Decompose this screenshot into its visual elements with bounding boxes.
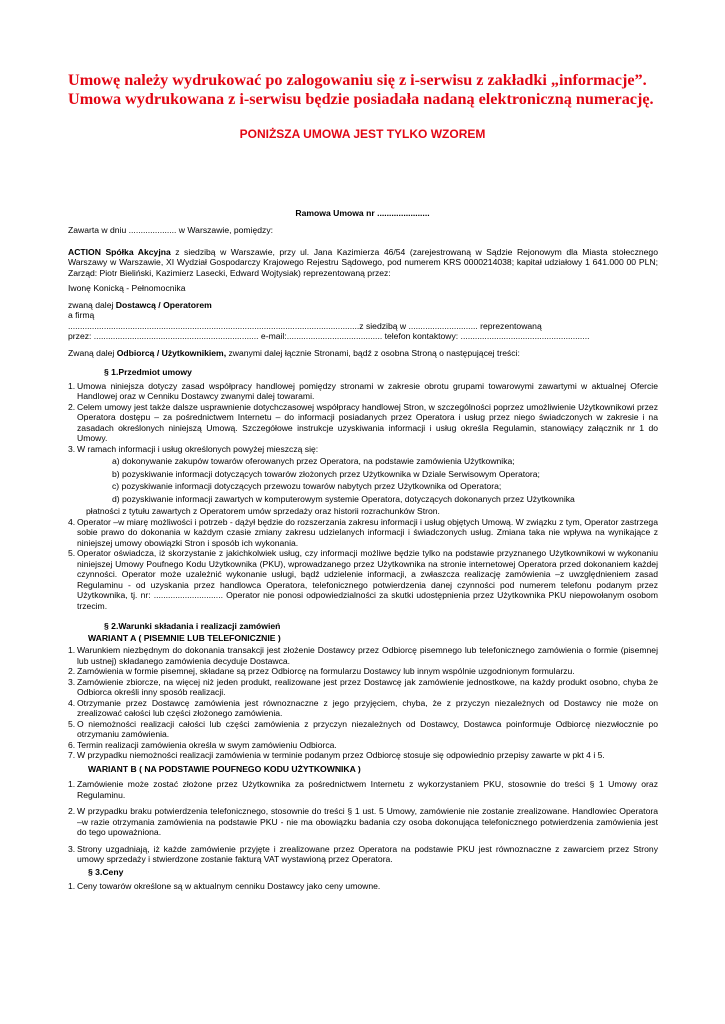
client-role: [68, 348, 658, 359]
list-item: 1. Ceny towarów określone są w aktualnym cenniku Dostawcy jako ceny umowne.: [68, 881, 381, 891]
list-item: 2. Celem umowy jest także dalsze usprawnienie dotychczasowej współpracy handlowej Stron, w szczególności poprzez umożliwienie Użytkownikowi przez Operatora dostępu – za pośrednictwem Internetu – do informacji posiadanych przez Operatora i usług przez niego świadczonych w zakresie i na zasadach określonych niniejszą Umową. Szczegółowe instrukcje uzyskiwania informacji i usług określa Regulamin, stanowiący załącznik nr 1 do Umowy.: [68, 401, 658, 443]
section-2-heading: § 2.Warunki składania i realizacji zamówień: [104, 621, 281, 631]
supplier-role: [68, 300, 658, 311]
list-item: 1. Zamówienie może zostać złożone przez Użytkownika za pośrednictwem Internetu z wykorzystaniem PKU, stosownie do treści § 1 Umowy oraz Regulaminu.: [68, 779, 658, 800]
list-item: 2. W przypadku braku potwierdzenia telefonicznego, stosownie do treści § 1 ust. 5 Umowy, zamówienie nie zostanie zrealizowane. Handlowiec Operatora –w razie otrzymania zamówienia na podstawie PKU - nie ma obowiązku badania czy osoba dokonująca telefonicznego potwierdzenia zamówienia jest do tego upoważniona.: [68, 806, 658, 837]
section-3-heading: § 3.Ceny: [88, 866, 124, 877]
list-item: 1. Warunkiem niezbędnym do dokonania transakcji jest złożenie Dostawcy przez Odbiorcę pisemnego lub telefonicznego zamówienia o formie (pisemnej lub ustnej) składanego zamówienia decyduje Dostawca.: [68, 645, 658, 666]
list-item: 3. Strony uzgadniają, iż każde zamówienie przyjęte i zrealizowane przez Operatora na podstawie PKU jest równoznaczne z zawarciem przez Strony umowy sprzedaży i stwierdzone zostanie fakturą VAT wystawioną przez Operatora.: [68, 843, 658, 864]
action-party-details: z siedzibą w Warszawie, przy ul. Jana Kazimierza 46/54 (zarejestrowaną w Sądzie Rejonowym dla Miasta stołecznego Warszawy w Warszawie, XI Wydział Gospodarczy Krajowego Rejestru Sądowego, pod numerem KRS 0000214038; kapitał udziałowy 1 641.000 00 PLN; Zarząd: Piotr Bieliński, Kazimierz Lasecki, Edward Wojtysiak) reprezentowaną przez:: [68, 246, 658, 278]
section-1-heading: § 1.Przedmiot umowy: [104, 367, 192, 377]
list-item: 2. Zamówienia w formie pisemnej, składane są przez Odbiorcę na formularzu Dostawcy lub innym wspólnie uzgodnionym formularzu.: [68, 666, 575, 676]
list-item: 3. Zamówienie zbiorcze, na więcej niż jeden produkt, realizowane jest przez Dostawcę jak zamówienie jednostkowe, na każdy produkt osobno, chyba że Odbiorca określi inny sposób realizacji.: [68, 676, 658, 697]
representative: Iwonę Konicką - Pełnomocnika: [68, 283, 186, 293]
print-notice-line-2: Umowa wydrukowana z i-serwisu będzie posiadała nadaną elektroniczną numerację.: [68, 90, 654, 108]
template-notice: PONIŻSZA UMOWA JEST TYLKO WZOREM: [239, 127, 486, 141]
client-role-details: zwanymi dalej łącznie Stronami, bądź z osobna Stroną o następującej treści:: [226, 347, 520, 358]
concluded-line: Zawarta w dniu .................... w Warszawie, pomiędzy:: [68, 225, 274, 235]
variant-a-heading: WARIANT A ( PISEMNIE LUB TELEFONICZNIE ): [88, 632, 281, 643]
section-3-list: [68, 881, 658, 892]
list-item: 5. Operator oświadcza, iż skorzystanie z jakichkolwiek usług, czy informacji możliwe będzie tylko na podstawie przyznanego Użytkownikowi w wykonaniu niniejszej Umowy Poufnego Kodu Użytkownika (PKU), wprowadzanego przez Użytkownika na stronie internetowej Operatora przed dokonaniem każdej czynności. Operator może uzależnić wykonanie usługi, bądź udzielenie informacji, a zwłaszcza realizację zamówienia –z uwzględnieniem zasad Regulaminu - od uzyskania przez handlowca Operatora, telefonicznego potwierdzenia danej czynności pod numerem telefonu podanym przez Użytkownika, tj. nr: ............................. Operator nie ponosi odpowiedzialności za skutki udostępnienia przez Użytkownika PKU niepowołanym osobom trzecim.: [68, 548, 658, 611]
list-item: 1. Umowa niniejsza dotyczy zasad współpracy handlowej pomiędzy stronami w zakresie obrotu grupami towarowymi zawartymi w aktualnej Ofercie Handlowej oraz w Cenniku Dostawcy zwanymi dalej towarami.: [68, 380, 658, 401]
sub-item: d) pozyskiwanie informacji zawartych w komputerowym systemie Operatora, dotyczących dokonanych przez Użytkownika: [112, 493, 575, 504]
list-item: 7. W przypadku niemożności realizacji zamówienia w terminie podanym przez Odbiorcę stosuje się odpowiednio przepisy zawarte w pkt 4 i 5.: [68, 750, 605, 760]
firm-dots-line: ..........................................................................................................................z siedzibą w ............................. reprezentowaną: [68, 320, 542, 331]
firm-contact-line: przez: ..................................................................... e-mail:........................................ telefon kontaktowy: ......................................................: [68, 331, 590, 341]
variant-b-list: [68, 779, 658, 865]
list-item: 3. W ramach informacji i usług określonych powyżej mieszczą się:: [68, 443, 319, 454]
list-item: 4. Otrzymanie przez Dostawcę zamówienia jest równoznaczne z jego przyjęciem, chyba, że z przyczyn niezależnych od Dostawcy nie może on zrealizować całości lub części złożonego zamówienia.: [68, 697, 658, 718]
client-role-prefix: Zwaną dalej: [68, 347, 117, 358]
client-role-name: Odbiorcą / Użytkownikiem,: [116, 347, 227, 358]
contract-body: [68, 225, 658, 892]
print-notice-line-1: Umowę należy wydrukować po zalogowaniu się z i-serwisu z zakładki „informacje”.: [68, 71, 647, 89]
sub-item-continuation: płatności z tytułu zawartych z Operatorem umów sprzedaży oraz historii rozrachunków Stron.: [86, 506, 440, 516]
sub-item: c) pozyskiwanie informacji dotyczących przewozu towarów nabytych przez Użytkownika od Operatora;: [112, 481, 502, 491]
list-item: 5. O niemożności realizacji całości lub części zamówienia z przyczyn niezależnych od Dostawcy, Dostawca poinformuje Odbiorcę niezwłocznie po otrzymaniu zamówienia.: [68, 718, 658, 739]
action-party: [68, 247, 658, 279]
supplier-role-prefix: zwaną dalej: [68, 299, 116, 310]
and-firm: a firmą: [68, 310, 95, 320]
sub-item: b) pozyskiwanie informacji dotyczących towarów złożonych przez Użytkownika w Dziale Serwisowym Operatora;: [112, 468, 540, 479]
list-item: 6. Termin realizacji zamówienia określa w swym zamówieniu Odbiorca.: [68, 739, 337, 750]
supplier-role-name: Dostawcą / Operatorem: [115, 299, 212, 310]
variant-a-list: [68, 645, 658, 761]
contract-title: Ramowa Umowa nr ......................: [295, 208, 430, 218]
sub-item: a) dokonywanie zakupów towarów oferowanych przez Operatora, na podstawie zamówienia Użytkownika;: [112, 456, 515, 466]
action-party-name: ACTION Spółka Akcyjna: [68, 246, 171, 257]
section-1-list: [68, 381, 658, 612]
variant-b-heading: WARIANT B ( NA PODSTAWIE POUFNEGO KODU UŻYTKOWNIKA ): [88, 763, 361, 774]
list-item: 4. Operator –w miarę możliwości i potrzeb - dążył będzie do rozszerzania zakresu informacji i usług objętych Umową. W związku z tym, Operator zastrzega sobie prawo do dokonania w każdym czasie zmiany zakresu udzielanych informacji i świadczonych usług. Zmiana taka nie wpływa na wynikające z niniejszej umowy obowiązki Stron i sposób ich wykonania.: [68, 516, 658, 548]
print-notice: [68, 71, 708, 109]
